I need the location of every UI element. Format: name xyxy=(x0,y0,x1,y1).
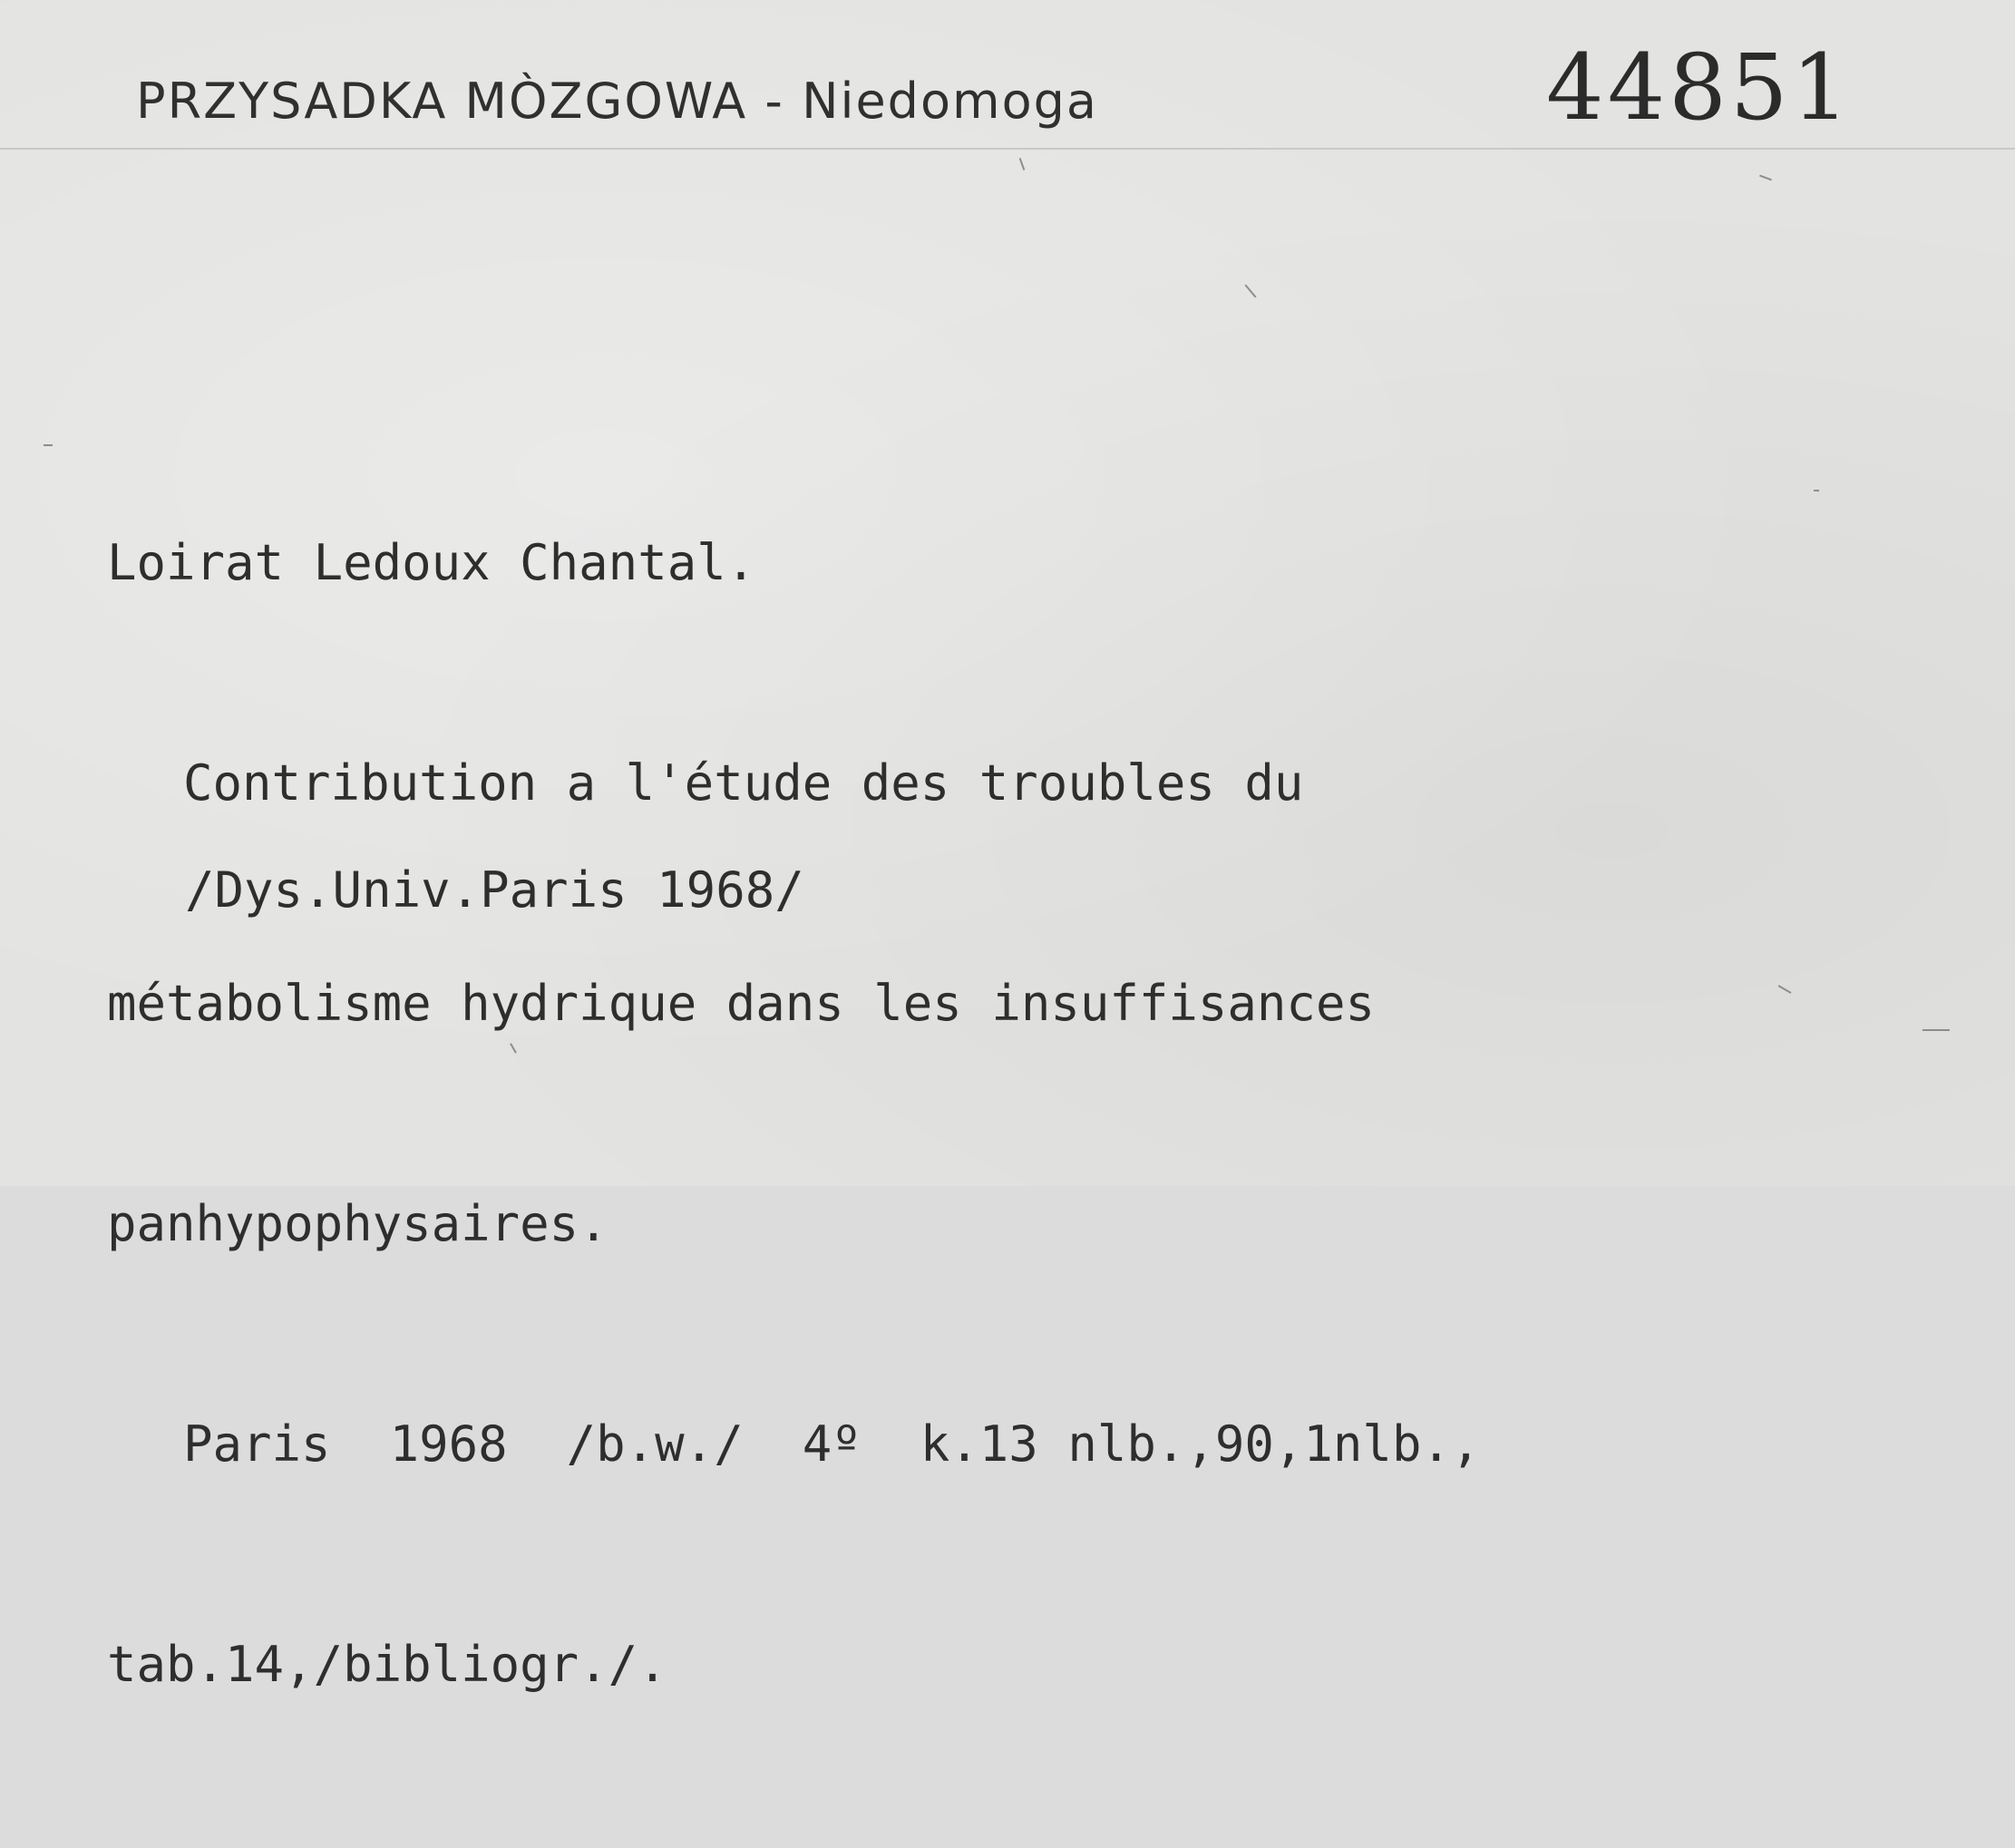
author-line: Loirat Ledoux Chantal. xyxy=(107,534,756,591)
call-number: 44851 xyxy=(1546,34,1854,141)
title-line: panhypophysaires. xyxy=(107,1195,608,1252)
title-line: métabolisme hydrique dans les insuffisances xyxy=(107,975,1375,1032)
paper-speck xyxy=(1923,1029,1950,1031)
paper-speck xyxy=(1778,985,1792,994)
paper-speck xyxy=(1814,490,1819,491)
dissertation-note: /Dys.Univ.Paris 1968/ xyxy=(185,861,804,919)
subject-heading: PRZYSADKA MÒZGOWA - Niedomoga xyxy=(136,73,1099,130)
paper-speck xyxy=(1759,175,1772,181)
paper-speck xyxy=(1244,284,1256,297)
imprint-line: tab.14,/bibliogr./. xyxy=(107,1636,667,1693)
bibliographic-entry xyxy=(107,379,1480,1848)
ruled-line xyxy=(0,148,2015,150)
paper-speck xyxy=(44,444,53,446)
title-line: Contribution a l'étude des troubles du xyxy=(183,754,1304,812)
paper-speck xyxy=(1019,158,1026,170)
imprint-line: Paris 1968 /b.w./ 4º k.13 nlb.,90,1nlb., xyxy=(183,1415,1481,1473)
